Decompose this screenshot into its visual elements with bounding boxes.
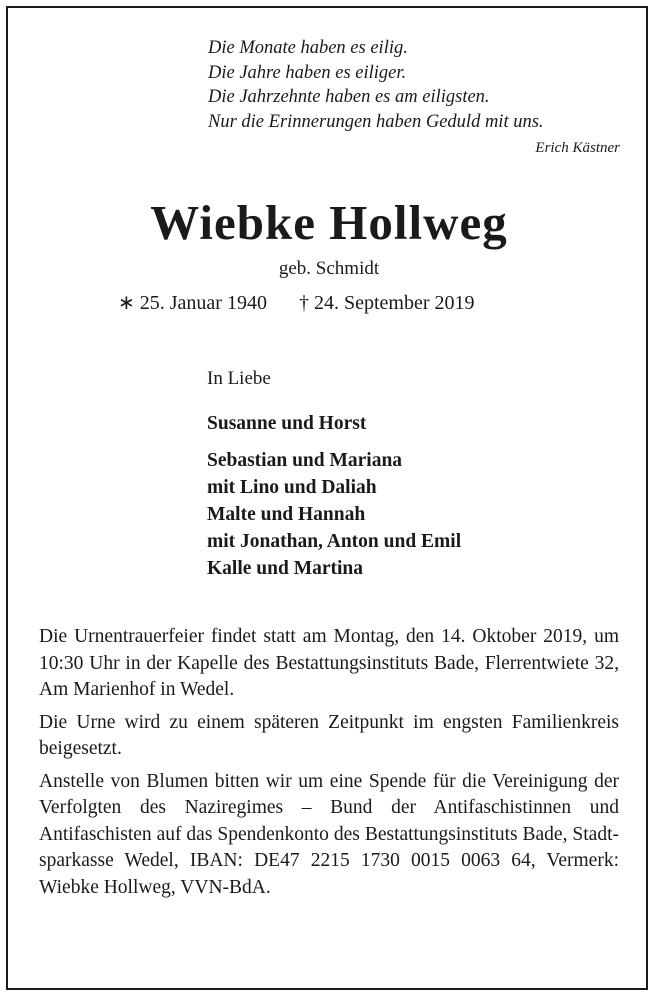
life-dates <box>118 290 475 315</box>
maiden-name: geb. Schmidt <box>278 258 380 279</box>
donation-paragraph: Anstelle von Blumen bitten wir um eine Spende für die Vereinigung der Verfolgten des Naziregimes – Bund der Antifaschistinnen und Antifaschisten auf das Spendenkonto des Bestattungsinstituts Bade, Stadt-sparkasse Wedel, IBAN: DE47 2215 1730 0015 0063 64, Vermerk: Wiebke Hollweg, VVN-BdA. <box>39 770 619 898</box>
poem-author: Erich Kästner <box>535 140 620 156</box>
ceremony-paragraph: Die Urnentrauerfeier findet statt am Montag, den 14. Oktober 2019, um 10:30 Uhr in der Kapelle des Bestattungsinstituts Bade, Flerrentwiete 32, Am Marienhof in Wedel. <box>39 626 619 700</box>
mourner-line: Kalle und Martina <box>207 558 364 579</box>
mourner-line: mit Jonathan, Anton und Emil <box>207 531 462 552</box>
poem-line: Die Jahre haben es eiliger. <box>208 62 407 83</box>
deceased-name: Wiebke Hollweg <box>150 195 508 250</box>
mourner-group <box>207 447 461 582</box>
mourner-line: mit Lino und Daliah <box>207 477 377 498</box>
mourner-line: Sebastian und Mariana <box>207 450 403 471</box>
mourners-intro: In Liebe <box>207 368 271 389</box>
notice-text <box>39 624 619 907</box>
poem-line: Nur die Erinnerungen haben Geduld mit uns. <box>208 111 544 132</box>
death-date: † 24. September 2019 <box>298 292 475 314</box>
mourners-list <box>207 410 461 592</box>
burial-paragraph: Die Urne wird zu einem späteren Zeitpunkt im engsten Familienkreis beigesetzt. <box>39 711 619 759</box>
birth-date: ∗ 25. Januar 1940 <box>118 292 267 314</box>
mourner-group <box>207 410 461 437</box>
poem-line: Die Monate haben es eilig. <box>208 38 408 58</box>
mourner-line: Susanne und Horst <box>207 413 367 434</box>
poem <box>208 36 628 134</box>
poem-line: Die Jahrzehnte haben es am eiligsten. <box>208 87 490 107</box>
mourner-line: Malte und Hannah <box>207 504 366 525</box>
